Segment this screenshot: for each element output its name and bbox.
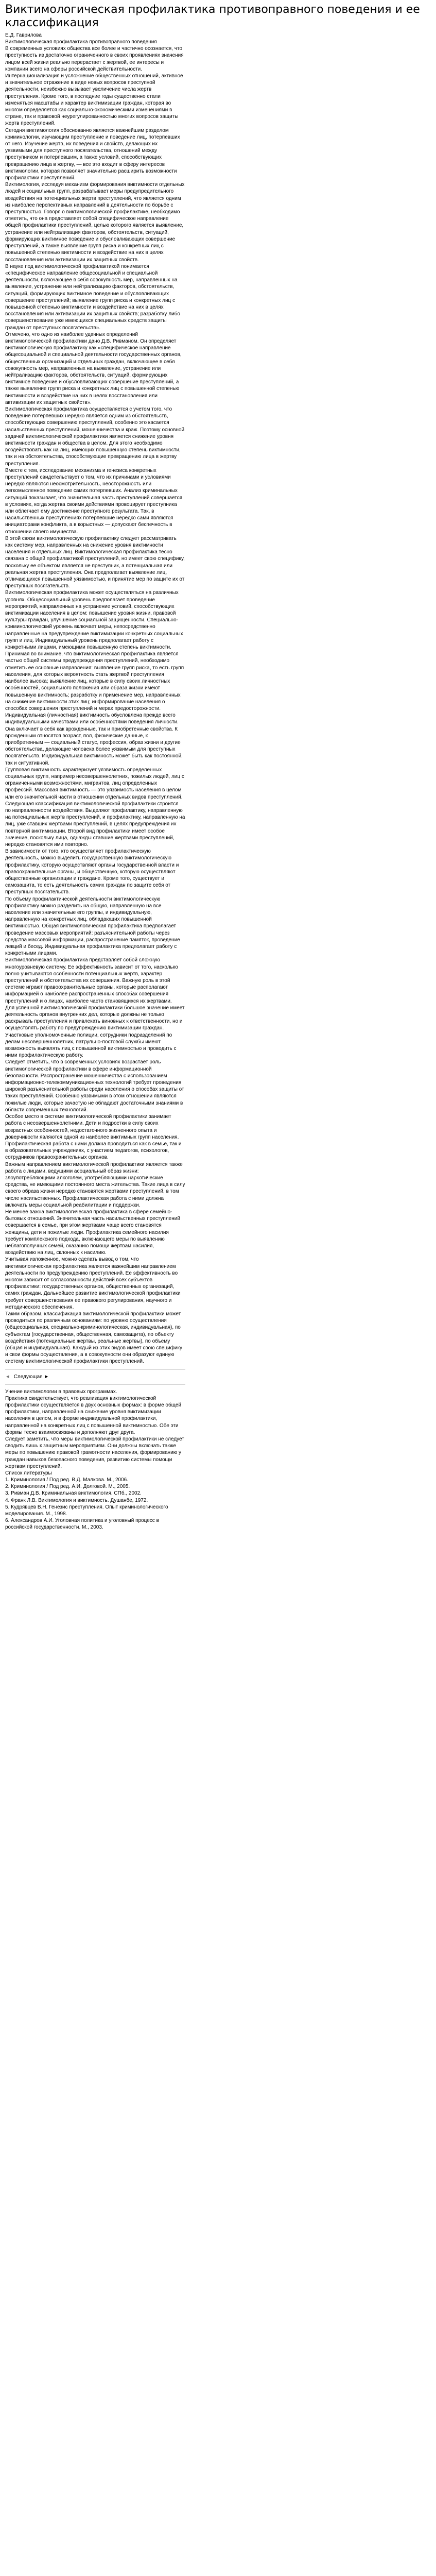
paragraph: В науке под виктимологической профилактикой понимается «специфическое направление общесоциальной и специальной деятельности, включающее в себя совокупность мер, направленных на выявление, устранение или нейтрализацию факторов, обстоятельств, ситуаций, формирующих виктимное поведение и обусловливающих совершение преступлений; выявление групп риска и конкретных лиц с повышенной степенью виктимности и воздействие на них в целях восстановления или активизации их защитных свойств; разработку либо совершенствование уже имеющихся специальных средств защиты граждан от преступных посягательств». (5, 263, 180, 331)
article-body (5, 39, 185, 1365)
reference-item: 5. Кудрявцев В.Н. Генезис преступления. Опыт криминологического моделирования. М., 1998. (5, 1504, 168, 1517)
divider-line (5, 1369, 185, 1370)
paragraph: Отмечено, что одно из наиболее удачных определений виктимологической профилактики дано Д.В. Ривманом. Он определяет виктимологическую профилактику как «специфическое направление общесоциальной и специальной деятельности государственных органов, общественных организаций и отдельных граждан, включающее в себя совокупность мер, направленных на выявление, устранение или нейтрализацию факторов, обстоятельств, ситуаций, формирующих виктимное поведение и обусловливающих совершение преступлений, а также выявление групп риска и конкретных лиц с повышенной степенью виктимности и воздействие на них в целях восстановления или активизации их защитных свойств». (5, 331, 182, 405)
paragraph: Следует отметить, что в современных условиях возрастает роль виктимологической профилактики в сфере информационной безопасности. Распространение мошенничества с использованием информационно-телекоммуникационных технологий требует проведения широкой разъяснительной работы среди населения о способах защиты от таких преступлений. Особенно уязвимыми в этом отношении являются пожилые люди, которые зачастую не обладают достаточными знаниями в области современных технологий. (5, 1059, 184, 1113)
paragraph: Виктимологическая профилактика может осуществляться на различных уровнях. Общесоциальный уровень предполагает проведение мероприятий, направленных на устранение условий, способствующих виктимизации населения в целом: повышение уровня жизни, правовой культуры граждан, улучшение социальной защищенности. Специально-криминологический уровень включает меры, непосредственно направленные на предупреждение виктимизации конкретных социальных групп и лиц. Индивидуальный уровень предполагает работу с конкретными лицами, имеющими повышенную степень виктимности. (5, 590, 183, 651)
section-nav (5, 1374, 185, 1380)
next-section-link[interactable]: Следующая ► (13, 1374, 49, 1380)
paragraph: Не менее важна виктимологическая профилактика в сфере семейно-бытовых отношений. Значительная часть насильственных преступлений совершается в семье, при этом жертвами чаще всего становятся женщины, дети и пожилые люди. Профилактика семейного насилия требует комплексного подхода, включающего меры по выявлению неблагополучных семей, оказанию помощи жертвам насилия, воздействию на лиц, склонных к насилию. (5, 1209, 180, 1256)
article-subtitle: Виктимологическая профилактика противоправного поведения (5, 39, 157, 45)
reference-item: 2. Криминология / Под ред. А.И. Долговой. М., 2005. (5, 1484, 130, 1490)
section-divider (5, 1369, 185, 1385)
footer-body (5, 1388, 185, 1531)
paragraph: Вместе с тем, исследование механизма и генезиса конкретных преступлений свидетельствует о том, что их причинами и условиями нередко являются неосмотрительность, неосторожность или легкомысленное поведение самих потерпевших. Анализ криминальных ситуаций показывает, что значительная часть преступлений совершается в условиях, когда жертва своими действиями провоцирует преступника или облегчает ему достижение преступного результата. Так, в насильственных преступлениях потерпевшие нередко сами являются инициаторами конфликта, а в корыстных — допускают беспечность в отношении своего имущества. (5, 467, 183, 535)
prev-arrow-icon[interactable]: ◄ (5, 1374, 10, 1380)
paragraph: Индивидуальная (личностная) виктимность обусловлена прежде всего индивидуальными качествами или особенностями поведения личности. Она включает в себя как врожденные, так и приобретенные свойства. К врожденным относятся возраст, пол, физические данные, к приобретенным — социальный статус, профессия, образ жизни и другие обстоятельства, делающие человека более уязвимым для преступных посягательств. Индивидуальная виктимность может быть как постоянной, так и ситуативной. (5, 713, 183, 766)
reference-item: 6. Александров А.И. Уголовная политика и уголовный процесс в российской государственности. М., 2003. (5, 1518, 159, 1531)
paragraph: Таким образом, классификация виктимологической профилактики может проводиться по различным основаниям: по уровню осуществления (общесоциальная, специально-криминологическая, индивидуальная), по субъектам (государственная, общественная, самозащита), по объекту воздействия (потенциальные жертвы, реальные жертвы), по объему (общая и индивидуальная). Каждый из этих видов имеет свою специфику и свои формы осуществления, а в совокупности они образуют единую систему виктимологической профилактики преступлений. (5, 1311, 182, 1365)
paragraph: Сегодня виктимология обоснованно является важнейшим разделом криминологии, изучающим преступление и поведение лиц, потерпевших от него. Изучение жертв, их поведения и свойств, делающих их уязвимыми для преступного посягательства, отношений между преступником и потерпевшим, а также условий, способствующих превращению лица в жертву, — все это входит в сферу интересов виктимологии, которая позволяет значительно расширить возможности профилактики преступлений. (5, 127, 180, 181)
paragraph: Групповая виктимность характеризует уязвимость определенных социальных групп, например несовершеннолетних, пожилых людей, лиц с ограниченными возможностями, мигрантов, лиц определенных профессий. Массовая виктимность — это уязвимость населения в целом или его значительной части в отношении отдельных видов преступлений. (5, 767, 184, 800)
page-title: Виктимологическая профилактика противоправного поведения и ее классификация (5, 3, 420, 29)
footer-paragraph: Учение виктимологии в правовых программах. (5, 1388, 117, 1395)
paragraph: Важным направлением виктимологической профилактики является также работа с лицами, ведущими асоциальный образ жизни: злоупотребляющими алкоголем, употребляющими наркотические средства, не имеющими постоянного места жительства. Такие лица в силу своего образа жизни нередко становятся жертвами преступлений, в том числе насильственных. Профилактическая работа с ними должна включать меры социальной реабилитации и поддержки. (5, 1161, 185, 1208)
paragraph: Особое место в системе виктимологической профилактики занимает работа с несовершеннолетними. Дети и подростки в силу своих возрастных особенностей, недостаточного жизненного опыта и доверчивости являются одной из наиболее виктимных групп населения. Профилактическая работа с ними должна проводиться как в семье, так и в образовательных учреждениях, с участием педагогов, психологов, сотрудников правоохранительных органов. (5, 1114, 182, 1161)
paragraph: Виктимологическая профилактика осуществляется с учетом того, что поведение потерпевших нередко является одним из обстоятельств, способствующих совершению преступлений, особенно это касается насильственных преступлений, мошенничества и краж. Поэтому основной задачей виктимологической профилактики является снижение уровня виктимности граждан и общества в целом. Для этого необходимо воздействовать как на лиц, имеющих повышенную степень виктимности, так и на обстоятельства, способствующие превращению лица в жертву преступления. (5, 406, 185, 467)
paragraph: В зависимости от того, кто осуществляет профилактическую деятельность, можно выделить государственную виктимологическую профилактику, которую осуществляют органы государственной власти и правоохранительные органы, и общественную, которую осуществляют общественные организации и граждане. Кроме того, существует и самозащита, то есть деятельность самих граждан по защите себя от преступных посягательств. (5, 849, 179, 895)
references-title: Список литературы (5, 1470, 52, 1477)
footer-paragraph: Следует заметить, что меры виктимологической профилактики не следует сводить лишь к защитным мероприятиям. Они должны включать также меры по повышению правовой грамотности населения, формированию у граждан навыков безопасного поведения, развитию системы помощи жертвам преступлений. (5, 1436, 184, 1469)
paragraph: В современных условиях общества все более и частично осознается, что преступность из достаточно ограниченного в своих проявлениях значения лицом всей жизни реально перерастает с жертвой, ее интересы и компании всего на сферы российской действительности. Интернационализация и усложнение общественных отношений, активное и значительное отражение в виде новых вопросов преступной деятельности, неизбежно вызывает увеличение числа жертв преступления. Кроме того, в последние годы существенно стали изменяться масштабы и характер виктимизации граждан, которая во многом определяется как социально-экономическими изменениями в стране, так и правовой неурегулированностью многих вопросов защиты жертв преступлений. (5, 46, 184, 127)
divider-line (5, 1384, 185, 1385)
author-name: Е.Д. Гаврилова (5, 32, 42, 38)
reference-item: 3. Ривман Д.В. Криминальная виктимология. СПб., 2002. (5, 1490, 142, 1497)
paragraph: Виктимология, исследуя механизм формирования виктимности отдельных людей и социальных групп, разрабатывает меры предупредительного воздействия на потенциальных жертв преступлений, что является одним из наиболее перспективных направлений в деятельности по борьбе с преступностью. Говоря о виктимологической профилактике, необходимо отметить, что она представляет собой специфическое направление общей профилактики преступлений, целью которого является выявление, устранение или нейтрализация факторов, обстоятельств, ситуаций, формирующих виктимное поведение и обусловливающих совершение преступлений, а также выявление групп риска и конкретных лиц с повышенной степенью виктимности и воздействие на них в целях восстановления или активизации их защитных свойств. (5, 182, 185, 263)
reference-item: 1. Криминология / Под ред. В.Д. Малкова. М., 2006. (5, 1477, 129, 1483)
paragraph: По объему профилактической деятельности виктимологическую профилактику можно разделить на общую, направленную на все население или значительные его группы, и индивидуальную, направленную на конкретных лиц, обладающих повышенной виктимностью. Общая виктимологическая профилактика предполагает проведение массовых мероприятий: разъяснительной работы через средства массовой информации, распространение памяток, проведение лекций и бесед. Индивидуальная профилактика предполагает работу с конкретными лицами. (5, 896, 180, 957)
paragraph: Виктимологическая профилактика представляет собой сложную многоуровневую систему. Ее эффективность зависит от того, насколько полно учитываются особенности потенциальных жертв, характер преступлений и обстоятельства их совершения. Важную роль в этой системе играют правоохранительные органы, которые располагают информацией о наиболее распространенных способах совершения преступлений и о лицах, наиболее часто становящихся их жертвами. (5, 957, 178, 1004)
paragraph: Принимая во внимание, что виктимологическая профилактика является частью общей системы предупреждения преступлений, необходимо отметить ее основные направления: выявление групп риска, то есть групп населения, для которых вероятность стать жертвой преступления наиболее высока; выявление лиц, которые в силу своих личностных особенностей, социального положения или образа жизни имеют повышенную виктимность; разработку и применение мер, направленных на снижение виктимности этих лиц; информирование населения о способах совершения преступлений и мерах предосторожности. (5, 651, 184, 711)
document-header (0, 0, 436, 39)
paragraph: Учитывая изложенное, можно сделать вывод о том, что виктимологическая профилактика является важнейшим направлением деятельности по предупреждению преступлений. Ее эффективность во многом зависит от согласованности действий всех субъектов профилактики: государственных органов, общественных организаций, самих граждан. Дальнейшее развитие виктимологической профилактики требует совершенствования ее правового регулирования, научного и методического обеспечения. (5, 1257, 181, 1310)
reference-item: 4. Франк Л.В. Виктимология и виктимность. Душанбе, 1972. (5, 1497, 148, 1503)
paragraph: Следующая классификация виктимологической профилактики строится по направленности воздействия. Выделяют профилактику, направленную на потенциальных жертв преступлений, и профилактику, направленную на лиц, уже ставших жертвами преступлений, в целях предупреждения их повторной виктимизации. Второй вид профилактики имеет особое значение, поскольку лица, однажды ставшие жертвами преступлений, нередко становятся ими повторно. (5, 801, 185, 848)
footer-paragraph: Практика свидетельствует, что реализация виктимологической профилактики осуществляется в двух основных формах: в форме общей профилактики, направленной на снижение уровня виктимизации населения в целом, и в форме индивидуальной профилактики, направленной на конкретных лиц с повышенной виктимностью. Обе эти формы тесно взаимосвязаны и дополняют друг друга. (5, 1395, 181, 1435)
paragraph: В этой связи виктимологическую профилактику следует рассматривать как систему мер, направленных на снижение уровня виктимности населения и отдельных лиц. Виктимологическая профилактика тесно связана с общей профилактикой преступлений, но имеет свою специфику, поскольку ее объектом является не преступник, а потенциальная или реальная жертва преступления. Она предполагает выявление лиц, отличающихся повышенной уязвимостью, и принятие мер по защите их от преступных посягательств. (5, 535, 185, 589)
paragraph: Для успешной виктимологической профилактики большое значение имеет деятельность органов внутренних дел, которые должны не только раскрывать преступления и привлекать виновных к ответственности, но и осуществлять работу по предупреждению виктимизации граждан. Участковые уполномоченные полиции, сотрудники подразделений по делам несовершеннолетних, патрульно-постовой службы имеют возможность выявлять лиц с повышенной виктимностью и проводить с ними профилактическую работу. (5, 1005, 185, 1059)
article-content (0, 39, 436, 1531)
